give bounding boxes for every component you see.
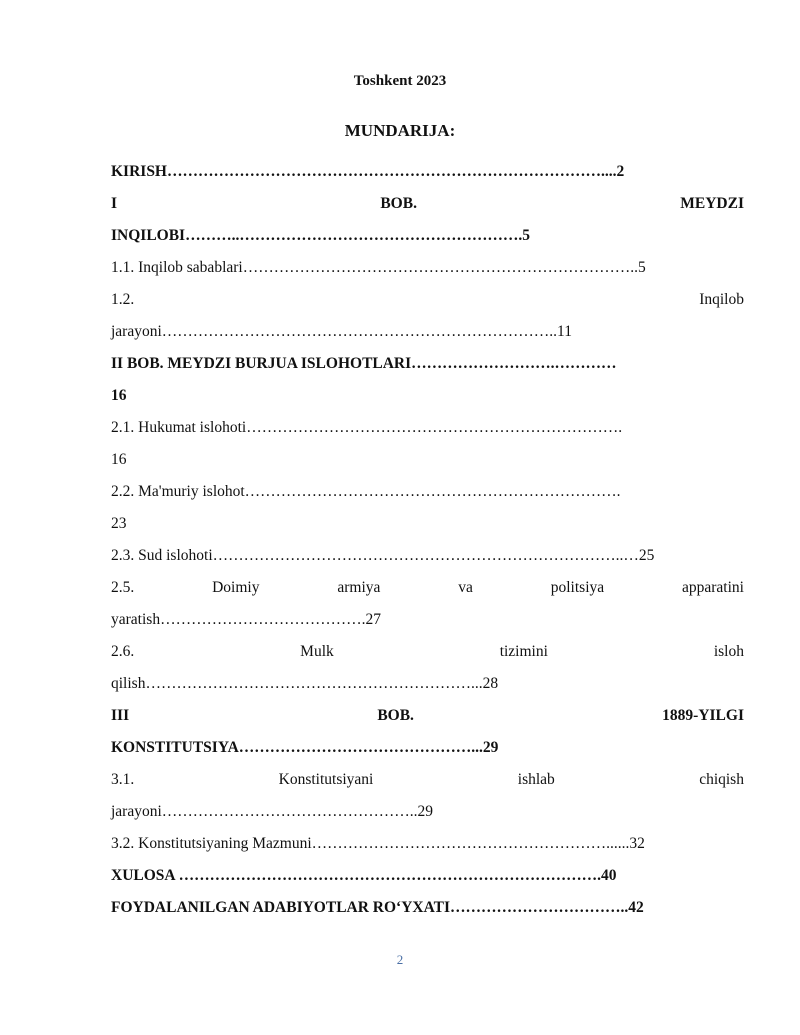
toc-adabiyotlar: FOYDALANILGAN ADABIYOTLAR RO‘YXATI……………………………..42 (111, 899, 644, 916)
toc-word: armiya (337, 579, 381, 596)
toc-word: 1889-YILGI (662, 707, 744, 724)
toc-chapter-3-cont: KONSTITUTSIYA………………………………………...29 (111, 739, 499, 756)
toc-section-2-1-page: 16 (111, 451, 127, 468)
table-of-contents (111, 156, 744, 924)
toc-word: isloh (713, 643, 744, 660)
toc-chapter-2: II BOB. MEYDZI BURJUA ISLOHOTLARI……………………….………… (111, 355, 617, 372)
toc-section-3-1-cont: jarayoni…………………………………………..29 (111, 803, 434, 820)
toc-section-2-6 (111, 636, 744, 668)
toc-word: Doimiy (212, 579, 260, 596)
toc-section-2-6-cont: qilish………………………………………………………...28 (111, 675, 499, 692)
toc-xulosa: XULOSA ……………………………………………………………………….40 (111, 867, 617, 884)
toc-section-2-2: 2.2. Ma'muriy islohot………………………………………………………………. (111, 483, 621, 500)
toc-word: I (111, 195, 118, 212)
toc-word: tizimini (499, 643, 548, 660)
toc-word: MEYDZI (680, 195, 744, 212)
toc-section-1-1: 1.1. Inqilob sabablari…………………………………………………………………..5 (111, 259, 646, 276)
toc-section-3-1 (111, 764, 744, 796)
toc-word: 2.5. (111, 579, 135, 596)
toc-word: Mulk (300, 643, 334, 660)
toc-word: BOB. (377, 707, 414, 724)
toc-section-2-5 (111, 572, 744, 604)
toc-chapter-2-page: 16 (111, 387, 127, 404)
toc-word: 3.1. (111, 771, 135, 788)
toc-word: politsiya (550, 579, 605, 596)
city-year: Toshkent 2023 (353, 73, 447, 89)
page-number: 2 (396, 952, 404, 967)
toc-section-2-1: 2.1. Hukumat islohoti………………………………………………………………. (111, 419, 623, 436)
toc-word: va (458, 579, 473, 596)
toc-chapter-3 (111, 700, 744, 732)
page-title: MUNDARIJA: (344, 121, 456, 140)
toc-kirish: KIRISH…………………………………………………………………………....2 (111, 163, 625, 180)
toc-section-3-2: 3.2. Konstitutsiyaning Mazmuni…………………………………………………......32 (111, 835, 645, 852)
toc-section-1-2 (111, 284, 744, 316)
toc-word: Inqilob (699, 291, 744, 308)
toc-section-2-3: 2.3. Sud islohoti……………………………………………………………………..…25 (111, 547, 655, 564)
toc-section-2-2-page: 23 (111, 515, 127, 532)
toc-chapter-1-cont: INQILOBI………..……………………………………………….5 (111, 227, 530, 244)
toc-section-1-2-cont: jarayoni…………………………………………………………………..11 (111, 323, 572, 340)
toc-section-2-5-cont: yaratish………………………………….27 (111, 611, 381, 628)
toc-word: III (111, 707, 130, 724)
toc-word: Konstitutsiyani (278, 771, 374, 788)
toc-word: BOB. (380, 195, 417, 212)
toc-word: apparatini (682, 579, 744, 596)
toc-word: ishlab (517, 771, 555, 788)
toc-word: 1.2. (111, 291, 135, 308)
toc-chapter-1 (111, 188, 744, 220)
toc-word: chiqish (699, 771, 744, 788)
toc-word: 2.6. (111, 643, 135, 660)
